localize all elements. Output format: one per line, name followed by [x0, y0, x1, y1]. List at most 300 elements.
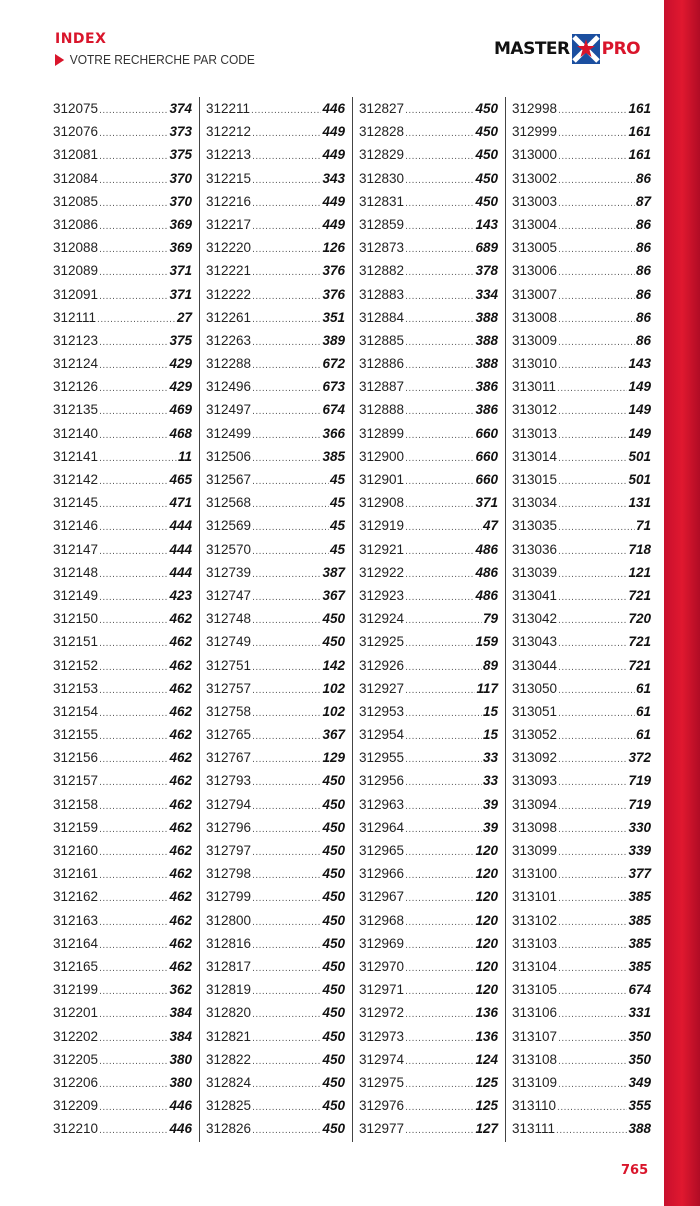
page-reference: 149 [628, 379, 651, 395]
product-code: 312977 [359, 1121, 405, 1137]
product-code: 312969 [359, 935, 405, 951]
product-code: 312135 [53, 402, 99, 418]
product-code: 312141 [53, 448, 99, 464]
page-reference: 125 [475, 1074, 498, 1090]
product-code: 312873 [359, 240, 405, 256]
product-code: 313041 [512, 587, 558, 603]
dot-leader [99, 192, 168, 215]
page-reference: 721 [628, 634, 651, 650]
page-reference: 486 [475, 564, 498, 580]
index-entry [512, 1117, 651, 1140]
index-entry [359, 375, 498, 398]
page-reference: 423 [169, 587, 192, 603]
product-code: 312151 [53, 634, 99, 650]
product-code: 312210 [53, 1121, 99, 1137]
page-reference: 371 [169, 286, 192, 302]
dot-leader [252, 887, 321, 910]
product-code: 312749 [206, 634, 252, 650]
dot-leader [405, 632, 474, 655]
page-reference: 136 [475, 1028, 498, 1044]
product-code: 312161 [53, 866, 99, 882]
product-code: 313101 [512, 889, 558, 905]
dot-leader [405, 980, 474, 1003]
dot-leader [558, 818, 627, 841]
index-entry [512, 955, 651, 978]
page-reference: 384 [169, 1005, 192, 1021]
page-reference: 349 [628, 1074, 651, 1090]
product-code: 312126 [53, 379, 99, 395]
dot-leader [252, 725, 321, 748]
product-code: 312202 [53, 1028, 99, 1044]
index-entry [512, 1025, 651, 1048]
index-entry [53, 491, 192, 514]
product-code: 312263 [206, 332, 252, 348]
product-code: 312089 [53, 263, 99, 279]
index-entry [359, 445, 498, 468]
index-entry [512, 1048, 651, 1071]
dot-leader [99, 841, 168, 864]
page-reference: 143 [628, 356, 651, 372]
page-reference: 387 [322, 564, 345, 580]
dot-leader [558, 145, 627, 168]
dot-leader [558, 841, 627, 864]
page-reference: 450 [322, 819, 345, 835]
dot-leader [405, 563, 474, 586]
index-entry [512, 97, 651, 120]
product-code: 312859 [359, 216, 405, 232]
dot-leader [99, 1027, 168, 1050]
page-reference: 385 [322, 448, 345, 464]
index-entry [512, 1094, 651, 1117]
index-entry [359, 143, 498, 166]
dot-leader [558, 980, 627, 1003]
index-entry [53, 445, 192, 468]
subtitle-text: VOTRE RECHERCHE PAR CODE [69, 52, 255, 67]
product-code: 313036 [512, 541, 558, 557]
dot-leader [99, 493, 168, 516]
page-reference: 450 [322, 889, 345, 905]
page-reference: 351 [322, 309, 345, 325]
dot-leader [558, 354, 627, 377]
dot-leader [252, 864, 321, 887]
product-code: 312816 [206, 935, 252, 951]
index-entry [53, 213, 192, 236]
product-code: 313103 [512, 935, 558, 951]
product-code: 312570 [206, 541, 252, 557]
product-code: 312800 [206, 912, 252, 928]
page-reference: 86 [635, 332, 651, 348]
page-reference: 385 [628, 935, 651, 951]
product-code: 313094 [512, 796, 558, 812]
index-entry [359, 120, 498, 143]
dot-leader [252, 215, 321, 238]
page-reference: 61 [635, 703, 651, 719]
page-reference: 462 [169, 912, 192, 928]
page-reference: 719 [628, 796, 651, 812]
index-entry [206, 352, 345, 375]
page-reference: 450 [322, 796, 345, 812]
page-reference: 384 [169, 1028, 192, 1044]
product-code: 312085 [53, 193, 99, 209]
dot-leader [405, 99, 474, 122]
index-entry [359, 700, 498, 723]
product-code: 312923 [359, 587, 405, 603]
dot-leader [99, 957, 168, 980]
page-reference: 39 [482, 796, 498, 812]
index-entry [359, 746, 498, 769]
index-entry [206, 375, 345, 398]
product-code: 312216 [206, 193, 252, 209]
product-code: 312954 [359, 727, 405, 743]
page-reference: 674 [628, 982, 651, 998]
index-entry [512, 607, 651, 630]
product-code: 312288 [206, 356, 252, 372]
index-entry [53, 700, 192, 723]
page-reference: 450 [322, 1074, 345, 1090]
page-reference: 450 [475, 193, 498, 209]
page-reference: 120 [475, 935, 498, 951]
page-reference: 449 [322, 124, 345, 140]
index-entry [53, 1048, 192, 1071]
dot-leader [99, 516, 168, 539]
dot-leader [405, 887, 474, 910]
product-code: 312973 [359, 1028, 405, 1044]
index-entry [206, 607, 345, 630]
index-entry [53, 398, 192, 421]
dot-leader [99, 1073, 168, 1096]
dot-leader [405, 748, 482, 771]
page-reference: 45 [329, 541, 345, 557]
page-reference: 120 [475, 958, 498, 974]
dot-leader [99, 725, 168, 748]
page-reference: 450 [475, 170, 498, 186]
page-reference: 126 [322, 240, 345, 256]
index-entry [206, 120, 345, 143]
product-code: 313100 [512, 866, 558, 882]
index-entry [53, 283, 192, 306]
index-entry [359, 283, 498, 306]
index-entry [53, 1001, 192, 1024]
product-code: 313014 [512, 448, 558, 464]
dot-leader [99, 934, 168, 957]
index-entry [512, 816, 651, 839]
page-reference: 486 [475, 541, 498, 557]
product-code: 313002 [512, 170, 558, 186]
page-reference: 462 [169, 796, 192, 812]
index-entry [206, 677, 345, 700]
page-reference: 449 [322, 147, 345, 163]
dot-leader [99, 238, 168, 261]
dot-leader [558, 400, 627, 423]
product-code: 312976 [359, 1098, 405, 1114]
index-entry [359, 978, 498, 1001]
product-code: 312163 [53, 912, 99, 928]
dot-leader [405, 493, 474, 516]
dot-leader [252, 285, 321, 308]
dot-leader [252, 493, 329, 516]
dot-leader [99, 609, 168, 632]
index-entry [359, 584, 498, 607]
page-reference: 120 [475, 866, 498, 882]
page-reference: 462 [169, 657, 192, 673]
index-entry [512, 283, 651, 306]
index-entry [359, 630, 498, 653]
dot-leader [558, 192, 635, 215]
index-entry [359, 491, 498, 514]
dot-leader [99, 285, 168, 308]
product-code: 312124 [53, 356, 99, 372]
page-reference: 33 [482, 750, 498, 766]
product-code: 312882 [359, 263, 405, 279]
index-entry [206, 1094, 345, 1117]
index-entry [359, 538, 498, 561]
dot-leader [97, 308, 176, 331]
product-code: 312162 [53, 889, 99, 905]
page-reference: 385 [628, 889, 651, 905]
index-entry [359, 561, 498, 584]
page-reference: 343 [322, 170, 345, 186]
product-code: 313007 [512, 286, 558, 302]
product-code: 313008 [512, 309, 558, 325]
page-reference: 120 [475, 982, 498, 998]
page-reference: 446 [169, 1098, 192, 1114]
page-reference: 102 [322, 680, 345, 696]
page-reference: 39 [482, 819, 498, 835]
dot-leader [405, 145, 474, 168]
index-column-1 [53, 97, 192, 1142]
product-code: 312091 [53, 286, 99, 302]
dot-leader [405, 1027, 474, 1050]
product-code: 313035 [512, 518, 558, 534]
page-reference: 27 [176, 309, 192, 325]
dot-leader [405, 679, 475, 702]
page-reference: 120 [475, 889, 498, 905]
product-code: 312924 [359, 611, 405, 627]
dot-leader [99, 702, 168, 725]
page-reference: 330 [628, 819, 651, 835]
product-code: 312150 [53, 611, 99, 627]
index-entry [359, 932, 498, 955]
product-code: 312901 [359, 472, 405, 487]
page-reference: 450 [322, 634, 345, 650]
dot-leader [99, 540, 168, 563]
page-reference: 86 [635, 309, 651, 325]
index-entry [512, 167, 651, 190]
dot-leader [252, 1003, 321, 1026]
product-code: 312123 [53, 332, 99, 348]
index-entry [512, 746, 651, 769]
product-code: 312827 [359, 101, 405, 116]
dot-leader [405, 238, 474, 261]
index-entry [512, 398, 651, 421]
product-code: 312796 [206, 819, 252, 835]
page-reference: 462 [169, 727, 192, 743]
index-entry [53, 167, 192, 190]
dot-leader [252, 540, 329, 563]
dot-leader [99, 424, 168, 447]
page-reference: 462 [169, 634, 192, 650]
dot-leader [558, 795, 627, 818]
page-reference: 87 [635, 193, 651, 209]
index-entry [53, 1025, 192, 1048]
dot-leader [251, 99, 321, 122]
dot-leader [405, 540, 474, 563]
dot-leader [252, 192, 321, 215]
index-entry [206, 1048, 345, 1071]
page-reference: 380 [169, 1051, 192, 1067]
index-entry [359, 398, 498, 421]
dot-leader [252, 400, 321, 423]
index-entry [206, 1025, 345, 1048]
index-entry [512, 329, 651, 352]
index-entry [206, 514, 345, 537]
index-entry [359, 259, 498, 282]
page-reference: 660 [475, 472, 498, 487]
index-entry [206, 1117, 345, 1140]
product-code: 313107 [512, 1028, 558, 1044]
product-code: 312751 [206, 657, 252, 673]
index-column-3 [359, 97, 498, 1142]
dot-leader [252, 261, 321, 284]
index-title: INDEX [55, 31, 107, 47]
index-entry [53, 677, 192, 700]
dot-leader [558, 308, 635, 331]
dot-leader [252, 795, 321, 818]
product-code: 312084 [53, 170, 99, 186]
page-reference: 15 [482, 727, 498, 743]
index-column-4 [512, 97, 651, 1142]
index-entry [359, 839, 498, 862]
product-code: 312149 [53, 587, 99, 603]
dot-leader [558, 725, 635, 748]
page-reference: 450 [322, 912, 345, 928]
dot-leader [252, 818, 321, 841]
index-entry [359, 793, 498, 816]
index-entry [359, 769, 498, 792]
dot-leader [252, 563, 321, 586]
product-code: 312831 [359, 193, 405, 209]
dot-leader [558, 540, 627, 563]
product-code: 312748 [206, 611, 252, 627]
dot-leader [405, 725, 482, 748]
page-reference: 450 [322, 1051, 345, 1067]
product-code: 312799 [206, 889, 252, 905]
dot-leader [558, 261, 635, 284]
page-reference: 450 [322, 866, 345, 882]
product-code: 312886 [359, 356, 405, 372]
product-code: 312828 [359, 124, 405, 140]
index-entry [512, 862, 651, 885]
page-reference: 47 [482, 518, 498, 534]
dot-leader [405, 192, 474, 215]
product-code: 312899 [359, 425, 405, 441]
dot-leader [405, 516, 482, 539]
page-reference: 373 [169, 124, 192, 140]
index-entry [359, 955, 498, 978]
product-code: 313106 [512, 1005, 558, 1021]
index-entry [53, 607, 192, 630]
dot-leader [405, 911, 474, 934]
product-code: 312821 [206, 1028, 252, 1044]
dot-leader [558, 887, 627, 910]
page-reference: 86 [635, 170, 651, 186]
index-entry [206, 491, 345, 514]
dot-leader [558, 632, 627, 655]
page-reference: 61 [635, 680, 651, 696]
product-code: 312970 [359, 958, 405, 974]
product-code: 312146 [53, 518, 99, 534]
index-entry [359, 329, 498, 352]
page-reference: 501 [628, 472, 651, 487]
product-code: 312086 [53, 216, 99, 232]
index-entry [206, 167, 345, 190]
page-reference: 124 [475, 1051, 498, 1067]
dot-leader [558, 656, 627, 679]
product-code: 312820 [206, 1005, 252, 1021]
page-reference: 450 [322, 773, 345, 789]
index-entry [206, 1001, 345, 1024]
dot-leader [405, 609, 482, 632]
index-entry [53, 839, 192, 862]
index-entry [512, 839, 651, 862]
index-entry [206, 143, 345, 166]
dot-leader [252, 911, 321, 934]
product-code: 312201 [53, 1005, 99, 1021]
dot-leader [558, 957, 627, 980]
product-code: 312888 [359, 402, 405, 418]
index-entry [512, 793, 651, 816]
page-reference: 33 [482, 773, 498, 789]
product-code: 313015 [512, 472, 558, 487]
dot-leader [99, 1050, 168, 1073]
product-code: 313003 [512, 193, 558, 209]
page-reference: 369 [169, 216, 192, 232]
dot-leader [558, 1027, 627, 1050]
page-reference: 86 [635, 286, 651, 302]
index-entry [359, 306, 498, 329]
product-code: 312765 [206, 727, 252, 743]
dot-leader [558, 771, 627, 794]
index-entry [512, 213, 651, 236]
page-reference: 469 [169, 402, 192, 418]
dot-leader [558, 424, 627, 447]
product-code: 313110 [512, 1098, 557, 1114]
dot-leader [405, 586, 474, 609]
product-code: 312222 [206, 286, 252, 302]
page-reference: 350 [628, 1028, 651, 1044]
dot-leader [99, 99, 168, 122]
index-entry [359, 607, 498, 630]
page-reference: 450 [322, 611, 345, 627]
dot-leader [99, 377, 168, 400]
index-entry [512, 769, 651, 792]
page-reference: 721 [628, 657, 651, 673]
product-code: 312165 [53, 958, 99, 974]
dot-leader [405, 308, 474, 331]
dot-leader [405, 1003, 474, 1026]
dot-leader [99, 586, 168, 609]
page-reference: 378 [475, 263, 498, 279]
dot-leader [252, 609, 321, 632]
page-reference: 127 [475, 1121, 498, 1137]
index-entry [53, 1117, 192, 1140]
dot-leader [252, 354, 321, 377]
index-entry [206, 236, 345, 259]
index-entry [206, 700, 345, 723]
product-code: 312142 [53, 472, 99, 487]
dot-leader [405, 1050, 474, 1073]
index-entry [53, 1094, 192, 1117]
